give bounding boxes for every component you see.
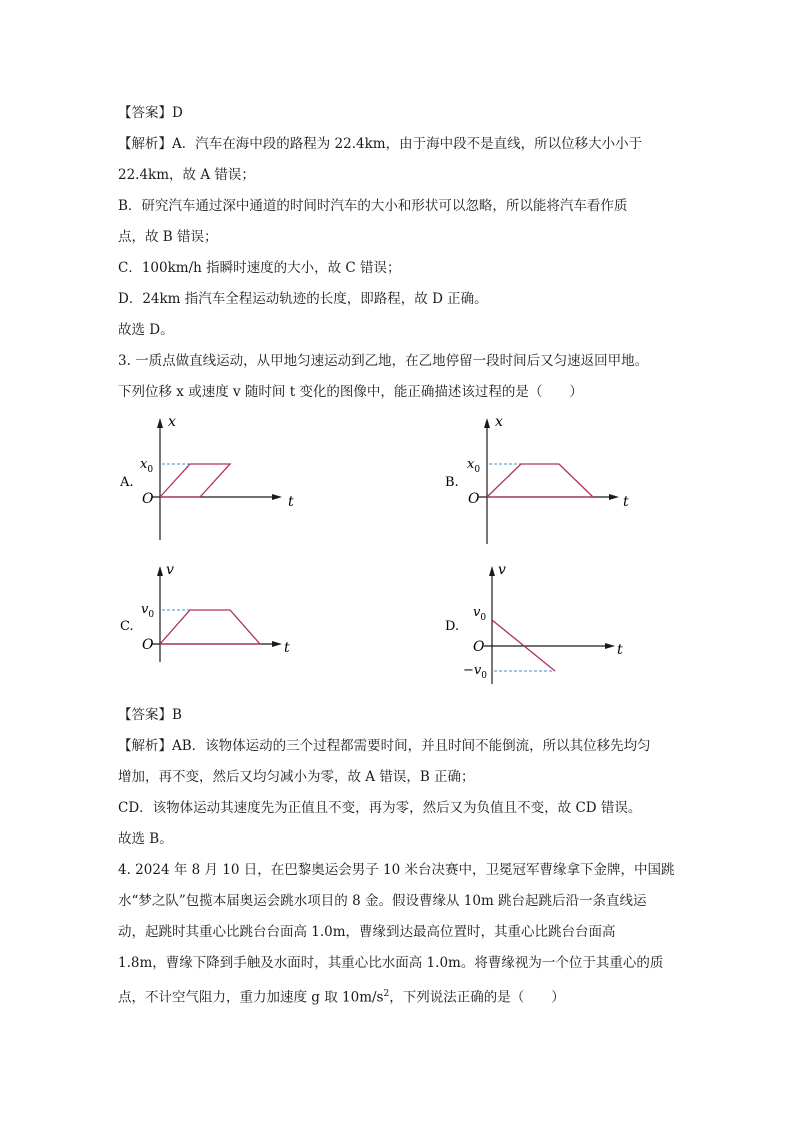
question-line: 水“梦之队”包揽本届奥运会跳水项目的 8 金。假设曹缘从 10m 跳台起跳后沿一条直线运 [118, 893, 647, 909]
option-letter: A. [120, 475, 134, 490]
origin-label: O [473, 639, 485, 655]
analysis-text: AB．该物体运动的三个过程都需要时间，并且时间不能倒流，所以其位移先均匀 [172, 738, 651, 754]
y-axis-label: x [495, 414, 503, 430]
question-text: ，下列说法正确的是（ ） [389, 989, 565, 1006]
analysis-line: 点，故 B 错误； [118, 229, 218, 245]
graph-curve [487, 464, 593, 497]
y-axis-arrow-icon [157, 566, 163, 576]
question-line: 动，起跳时其重心比跳台台面高 1.0m，曹缘到达最高位置时，其重心比跳台台面高 [118, 924, 616, 940]
analysis-label: 【解析】 [118, 738, 172, 754]
x-axis-arrow-icon [605, 643, 615, 649]
x-axis-label: t [617, 642, 623, 658]
analysis-line: B．研究汽车通过深中通道的时间时汽车的大小和形状可以忽略，所以能将汽车看作质 [118, 198, 628, 214]
analysis-line: C．100km/h 指瞬时速度的大小，故 C 错误； [118, 260, 401, 276]
analysis-label: 【解析】 [118, 136, 172, 152]
analysis-line: 22.4km，故 A 错误； [118, 167, 255, 183]
negative-level-label: $-v_0$ [463, 663, 487, 681]
graph-option-b [437, 412, 657, 548]
level-label: $x_0$ [467, 457, 481, 475]
graph-option-c [112, 560, 312, 686]
x-axis-arrow-icon [609, 494, 619, 500]
x-axis-arrow-icon [272, 494, 282, 500]
analysis-line: 故选 B。 [118, 831, 173, 847]
option-letter: D. [445, 619, 460, 634]
analysis-line: 增加，再不变，然后又均匀减小为零，故 A 错误，B 正确； [118, 769, 475, 785]
analysis-line: CD．该物体运动其速度先为正值且不变，再为零，然后又为负值且不变，故 CD 错误。 [118, 800, 642, 816]
question-line: 3. 一质点做直线运动，从甲地匀速运动到乙地，在乙地停留一段时间后又匀速返回甲地。 [118, 353, 649, 369]
x-axis-arrow-icon [272, 641, 282, 647]
question-line: 1.8m，曹缘下降到手触及水面时，其重心比水面高 1.0m。将曹缘视为一个位于其重心的质 [118, 955, 664, 971]
x-axis-label: t [284, 640, 290, 656]
graph-curve [160, 610, 260, 644]
y-axis-arrow-icon [489, 566, 495, 576]
analysis-line: 故选 D。 [118, 322, 174, 338]
question-line [118, 984, 565, 1008]
y-axis-arrow-icon [484, 418, 490, 428]
y-axis-label: v [166, 562, 174, 578]
y-axis-arrow-icon [157, 418, 163, 428]
answer-label: 【答案】 [118, 105, 172, 121]
answer-value: D [172, 105, 183, 121]
origin-label: O [468, 491, 480, 507]
level-label: $v_0$ [141, 602, 155, 620]
y-axis-label: x [168, 414, 176, 430]
answer-label: 【答案】 [118, 707, 172, 723]
answer-value: B [172, 707, 182, 723]
x-axis-label: t [623, 494, 629, 510]
analysis-text: A．汽车在海中段的路程为 22.4km，由于海中段不是直线，所以位移大小小于 [172, 136, 643, 152]
question-line: 下列位移 x 或速度 v 随时间 t 变化的图像中，能正确描述该过程的是（ ） [118, 384, 583, 400]
y-axis-label: v [498, 562, 506, 578]
graph-option-a [112, 412, 312, 548]
analysis-line: D．24km 指汽车全程运动轨迹的长度，即路程，故 D 正确。 [118, 291, 488, 307]
option-letter: C. [120, 619, 134, 634]
answer-line-1 [118, 103, 183, 123]
answer-line-3 [118, 705, 182, 725]
level-label: $x_0$ [140, 457, 154, 475]
question-line: 4. 2024 年 8 月 10 日，在巴黎奥运会男子 10 米台决赛中，卫冕冠军曹缘拿下金牌，中国跳 [118, 862, 675, 878]
origin-label: O [142, 637, 154, 653]
question-text: 点，不计空气阻力，重力加速度 g 取 10m/s [118, 989, 384, 1006]
superscript: 2 [383, 989, 390, 999]
analysis-line [118, 134, 642, 154]
origin-label: O [142, 491, 154, 507]
level-label: $v_0$ [473, 605, 487, 623]
option-letter: B. [445, 475, 459, 490]
analysis-line [118, 736, 651, 756]
graph-option-d [437, 560, 657, 686]
x-axis-label: t [288, 494, 294, 510]
graph-curve [160, 464, 230, 497]
